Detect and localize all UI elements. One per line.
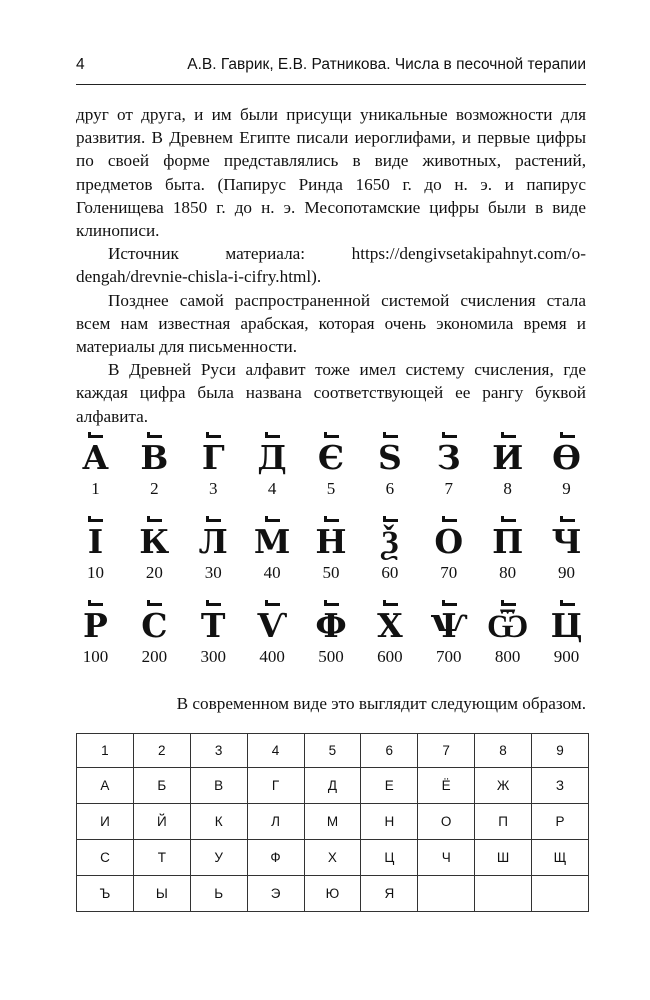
- titlo-mark-icon: [85, 432, 105, 440]
- numeral-value: 600: [377, 647, 403, 666]
- numeral-glyph: Р: [83, 606, 108, 645]
- numeral-glyph: С: [141, 606, 168, 645]
- table-cell: Ш: [475, 840, 532, 876]
- titlo-mark-icon: [321, 432, 341, 440]
- numeral-cell: [125, 516, 184, 600]
- numeral-glyph: И: [492, 438, 524, 477]
- numeral-glyph: О: [434, 522, 464, 561]
- numeral-glyph: В: [140, 438, 169, 477]
- numeral-value: 60: [381, 563, 399, 582]
- numeral-value: 80: [499, 563, 517, 582]
- numeral-glyph: Є: [317, 438, 345, 477]
- table-header-row: [77, 734, 589, 768]
- table-cell: [475, 876, 532, 912]
- numeral-cell: [419, 432, 478, 516]
- titlo-mark-icon: [262, 432, 282, 440]
- numeral-value: 30: [204, 563, 222, 582]
- titlo-mark-icon: [144, 600, 164, 608]
- numeral-glyph: П: [492, 522, 524, 561]
- numeral-glyph: К: [139, 522, 170, 561]
- table-cell: Е: [361, 768, 418, 804]
- table-header-cell: 3: [190, 734, 247, 768]
- table-cell: Ы: [133, 876, 190, 912]
- numeral-cell: [419, 516, 478, 600]
- titlo-mark-icon: [380, 516, 400, 524]
- table-cell: Ж: [475, 768, 532, 804]
- numeral-value: 6: [385, 479, 395, 498]
- table-cell: Л: [247, 804, 304, 840]
- header-rule: [76, 84, 586, 85]
- numeral-glyph: М: [253, 522, 291, 561]
- table-cell: П: [475, 804, 532, 840]
- titlo-mark-icon: [557, 432, 577, 440]
- numeral-cell: [537, 516, 596, 600]
- numeral-value: 40: [263, 563, 281, 582]
- titlo-mark-icon: [85, 516, 105, 524]
- body-text: [76, 103, 586, 428]
- numeral-value: 900: [553, 647, 580, 666]
- numeral-glyph: Ѿ: [487, 606, 529, 645]
- titlo-mark-icon: [439, 516, 459, 524]
- table-cell: К: [190, 804, 247, 840]
- numeral-value: 500: [318, 647, 344, 666]
- running-title: А.В. Гаврик, Е.В. Ратникова. Числа в песочной терапии: [187, 56, 586, 73]
- numeral-glyph: Ѱ: [430, 606, 467, 645]
- table-cell: Х: [304, 840, 361, 876]
- numeral-cell: [184, 516, 243, 600]
- numeral-value: 4: [267, 479, 277, 498]
- slavonic-numerals-figure: [66, 432, 596, 684]
- numeral-cell: [184, 432, 243, 516]
- table-cell: Ь: [190, 876, 247, 912]
- table-row: [77, 804, 589, 840]
- table-cell: М: [304, 804, 361, 840]
- numeral-value: 200: [141, 647, 168, 666]
- table-header-cell: 1: [77, 734, 134, 768]
- titlo-mark-icon: [321, 516, 341, 524]
- table-header-cell: 4: [247, 734, 304, 768]
- titlo-mark-icon: [321, 600, 341, 608]
- numeral-glyph: Х: [377, 606, 403, 645]
- numeral-glyph: Г: [201, 438, 225, 477]
- table-cell: Й: [133, 804, 190, 840]
- numeral-value: 100: [82, 647, 109, 666]
- numeral-value: 50: [322, 563, 340, 582]
- numeral-glyph: І: [87, 522, 104, 561]
- numeral-value: 700: [436, 647, 462, 666]
- numeral-cell: [243, 516, 302, 600]
- numeral-cell: [125, 432, 184, 516]
- numeral-cell: [243, 600, 302, 684]
- table-cell: Т: [133, 840, 190, 876]
- table-cell: Ф: [247, 840, 304, 876]
- table-cell: В: [190, 768, 247, 804]
- table-cell: С: [77, 840, 134, 876]
- titlo-mark-icon: [203, 516, 223, 524]
- numeral-cell: [360, 516, 419, 600]
- table-cell: Ъ: [77, 876, 134, 912]
- titlo-mark-icon: [85, 600, 105, 608]
- table-cell: З: [532, 768, 589, 804]
- paragraph: В Древней Руси алфавит тоже имел систему счисления, где каждая цифра была названа соответствующей ее рангу буквой алфавита.: [76, 360, 586, 426]
- table-header-cell: 2: [133, 734, 190, 768]
- numeral-value: 10: [86, 563, 104, 582]
- table-caption: В современном виде это выглядит следующим образом.: [176, 694, 586, 713]
- numeral-cell: [302, 432, 361, 516]
- numeral-cell: [419, 600, 478, 684]
- numeral-cell: [243, 432, 302, 516]
- numeral-cell: [125, 600, 184, 684]
- numeral-row: [66, 516, 596, 600]
- numeral-cell: [537, 432, 596, 516]
- numeral-glyph: Ѵ: [256, 606, 288, 645]
- numeral-value: 800: [494, 647, 521, 666]
- numeral-glyph: Ѕ: [377, 438, 402, 477]
- numeral-value: 20: [145, 563, 163, 582]
- titlo-mark-icon: [144, 516, 164, 524]
- table-cell: Б: [133, 768, 190, 804]
- numeral-value: 3: [208, 479, 218, 498]
- titlo-mark-icon: [498, 516, 518, 524]
- table-cell: Ц: [361, 840, 418, 876]
- titlo-mark-icon: [262, 516, 282, 524]
- table-cell: Д: [304, 768, 361, 804]
- numeral-glyph: А: [81, 438, 109, 477]
- numeral-cell: [66, 432, 125, 516]
- table-cell: Ю: [304, 876, 361, 912]
- numeral-row: [66, 432, 596, 516]
- titlo-mark-icon: [144, 432, 164, 440]
- paragraph: Позднее самой распространенной системой счисления стала всем нам известная арабская, которая очень экономила время и материалы для письменности.: [76, 290, 586, 357]
- table-cell: Я: [361, 876, 418, 912]
- numeral-glyph: Ѳ: [552, 438, 581, 477]
- titlo-mark-icon: [439, 432, 459, 440]
- table-row: [77, 876, 589, 912]
- table-cell: Р: [532, 804, 589, 840]
- numeral-row: [66, 600, 596, 684]
- table-header-cell: 8: [475, 734, 532, 768]
- numeral-cell: [66, 600, 125, 684]
- titlo-mark-icon: [203, 600, 223, 608]
- numeral-glyph: З: [436, 438, 461, 477]
- titlo-mark-icon: [557, 516, 577, 524]
- table-cell: Ч: [418, 840, 475, 876]
- numeral-glyph: Т: [200, 606, 226, 645]
- numeral-glyph: Ц: [550, 606, 583, 645]
- table-header-cell: 6: [361, 734, 418, 768]
- table-cell: Э: [247, 876, 304, 912]
- table-cell: [418, 876, 475, 912]
- table-header-cell: 7: [418, 734, 475, 768]
- page-number: 4: [76, 56, 85, 73]
- numeral-cell: [184, 600, 243, 684]
- numeral-value: 9: [562, 479, 571, 498]
- titlo-mark-icon: [498, 600, 518, 608]
- numeral-cell: [360, 600, 419, 684]
- numeral-value: 70: [440, 563, 458, 582]
- numeral-value: 300: [200, 647, 226, 666]
- numeral-glyph: Ф: [315, 606, 347, 645]
- table-cell: Щ: [532, 840, 589, 876]
- numeral-glyph: Д: [257, 438, 287, 477]
- numeral-value: 8: [503, 479, 512, 498]
- alphabet-number-table: [76, 733, 589, 912]
- paragraph-source: Источник материала: https://dengivsetakipahnyt.com/o-dengah/drevnie-chisla-i-cifry.html).: [76, 244, 586, 287]
- numeral-cell: [478, 432, 537, 516]
- table-row: [77, 768, 589, 804]
- table-cell: А: [77, 768, 134, 804]
- table-cell: О: [418, 804, 475, 840]
- table-cell: У: [190, 840, 247, 876]
- titlo-mark-icon: [439, 600, 459, 608]
- paragraph: друг от друга, и им были присущи уникальные возможности для развития. В Древнем Египте писали иероглифами, и первые цифры по своей форме представлялись в виде животных, растений, предметов быта. (Папирус Ринда 1650 г. до н. э. и папирус Голенищева 1850 г. до н. э. Месопотамские цифры были в виде клинописи.: [76, 105, 586, 241]
- table-row: [77, 840, 589, 876]
- table-header-cell: 9: [532, 734, 589, 768]
- numeral-glyph: Н: [315, 522, 347, 561]
- table-cell: Н: [361, 804, 418, 840]
- numeral-cell: [478, 516, 537, 600]
- titlo-mark-icon: [498, 432, 518, 440]
- numeral-value: 90: [558, 563, 576, 582]
- numeral-glyph: Ч: [551, 522, 582, 561]
- table-header-cell: 5: [304, 734, 361, 768]
- numeral-value: 5: [326, 479, 336, 498]
- page-header: [76, 56, 586, 74]
- titlo-mark-icon: [380, 600, 400, 608]
- numeral-glyph: Л: [198, 522, 228, 561]
- numeral-cell: [537, 600, 596, 684]
- numeral-value: 400: [259, 647, 285, 666]
- numeral-value: 7: [444, 479, 454, 498]
- numeral-glyph: Ѯ: [381, 522, 399, 561]
- titlo-mark-icon: [380, 432, 400, 440]
- numeral-value: 2: [150, 479, 159, 498]
- numeral-cell: [302, 600, 361, 684]
- numeral-cell: [302, 516, 361, 600]
- table-cell: И: [77, 804, 134, 840]
- table-cell: Ё: [418, 768, 475, 804]
- numeral-cell: [478, 600, 537, 684]
- numeral-value: 1: [91, 479, 100, 498]
- titlo-mark-icon: [262, 600, 282, 608]
- table-cell: [532, 876, 589, 912]
- table-cell: Г: [247, 768, 304, 804]
- numeral-cell: [66, 516, 125, 600]
- titlo-mark-icon: [557, 600, 577, 608]
- numeral-cell: [360, 432, 419, 516]
- titlo-mark-icon: [203, 432, 223, 440]
